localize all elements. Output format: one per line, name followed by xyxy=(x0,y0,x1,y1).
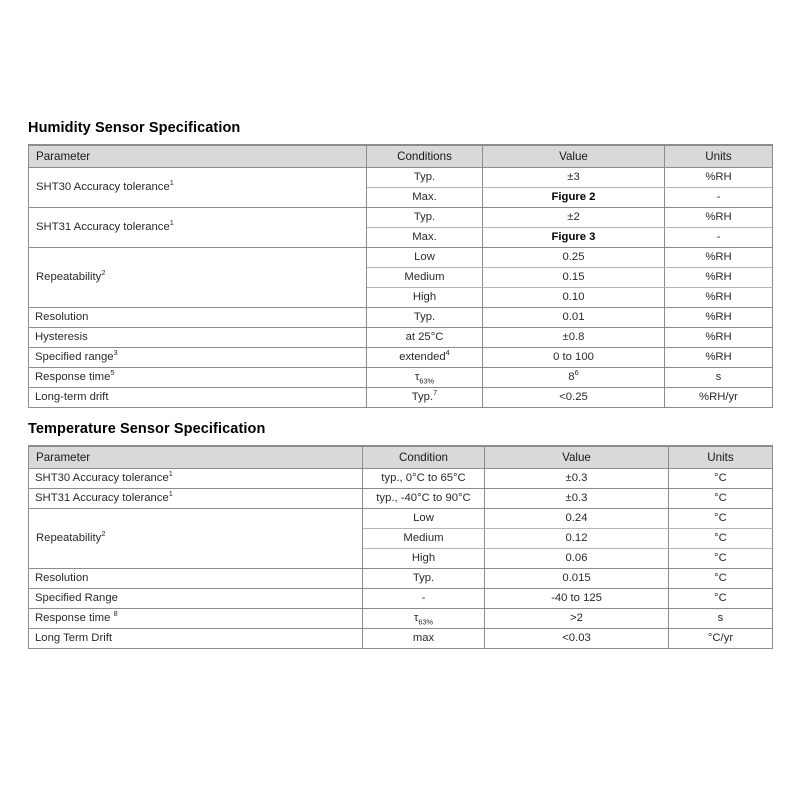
temperature-sensor-section xyxy=(28,421,772,649)
column-header-parameter: Parameter xyxy=(29,145,367,168)
cell-units: °C xyxy=(669,529,773,549)
cell-condition: extended$^4$ xyxy=(367,348,483,368)
table-header-row xyxy=(29,446,773,469)
column-header-units: Units xyxy=(669,446,773,469)
cell-parameter: SHT31 Accuracy tolerance$^1$ xyxy=(29,208,367,248)
cell-condition: Low xyxy=(367,248,483,268)
cell-value: 0.12 xyxy=(485,529,669,549)
cell-units: %RH xyxy=(665,268,773,288)
table-row xyxy=(29,509,773,529)
cell-condition: Typ. xyxy=(363,569,485,589)
cell-value: $8^6$ xyxy=(483,368,665,388)
cell-value: 0 to 100 xyxy=(483,348,665,368)
cell-parameter: SHT31 Accuracy tolerance$^1$ xyxy=(29,489,363,509)
cell-value: ±0.3 xyxy=(485,489,669,509)
cell-condition: $\tau_{63\%}$ xyxy=(363,609,485,629)
cell-parameter: Repeatability$^2$ xyxy=(29,509,363,569)
cell-units: s xyxy=(669,609,773,629)
table-row xyxy=(29,569,773,589)
cell-parameter: Response time$^5$ xyxy=(29,368,367,388)
cell-units: °C/yr xyxy=(669,629,773,649)
cell-value: 0.25 xyxy=(483,248,665,268)
cell-parameter: Repeatability$^2$ xyxy=(29,248,367,308)
cell-condition: max xyxy=(363,629,485,649)
table-row xyxy=(29,489,773,509)
cell-value: <0.25 xyxy=(483,388,665,408)
table-header-row xyxy=(29,145,773,168)
cell-condition: Medium xyxy=(367,268,483,288)
cell-parameter: SHT30 Accuracy tolerance$^1$ xyxy=(29,168,367,208)
cell-condition: Typ. xyxy=(367,168,483,188)
cell-parameter: SHT30 Accuracy tolerance$^1$ xyxy=(29,469,363,489)
cell-value: ±2 xyxy=(483,208,665,228)
cell-parameter: Resolution xyxy=(29,569,363,589)
cell-value: 0.15 xyxy=(483,268,665,288)
table-row xyxy=(29,308,773,328)
cell-condition: Typ.$^7$ xyxy=(367,388,483,408)
cell-units: °C xyxy=(669,469,773,489)
cell-condition: High xyxy=(367,288,483,308)
table-row xyxy=(29,629,773,649)
cell-units: %RH xyxy=(665,248,773,268)
column-header-value: Value xyxy=(485,446,669,469)
cell-units: - xyxy=(665,228,773,248)
table-row xyxy=(29,328,773,348)
cell-condition: typ., -40°C to 90°C xyxy=(363,489,485,509)
humidity-sensor-section xyxy=(28,120,772,408)
cell-parameter: Long-term drift xyxy=(29,388,367,408)
cell-units: %RH xyxy=(665,348,773,368)
cell-units: °C xyxy=(669,549,773,569)
cell-condition: Low xyxy=(363,509,485,529)
cell-value: >2 xyxy=(485,609,669,629)
cell-parameter: Resolution xyxy=(29,308,367,328)
cell-units: °C xyxy=(669,569,773,589)
cell-value: 0.015 xyxy=(485,569,669,589)
table-row xyxy=(29,168,773,188)
cell-parameter: Hysteresis xyxy=(29,328,367,348)
table-row xyxy=(29,348,773,368)
cell-condition: Typ. xyxy=(367,308,483,328)
cell-units: °C xyxy=(669,489,773,509)
temperature-spec-table xyxy=(28,445,773,649)
cell-units: %RH xyxy=(665,328,773,348)
humidity-spec-table xyxy=(28,144,773,408)
column-header-condition: Condition xyxy=(363,446,485,469)
table-row xyxy=(29,469,773,489)
cell-units: %RH/yr xyxy=(665,388,773,408)
cell-units: %RH xyxy=(665,288,773,308)
cell-value: Figure 3 xyxy=(483,228,665,248)
cell-units: - xyxy=(665,188,773,208)
cell-value: 0.01 xyxy=(483,308,665,328)
temperature-section-heading: Temperature Sensor Specification xyxy=(28,421,266,437)
table-row xyxy=(29,248,773,268)
cell-condition: Typ. xyxy=(367,208,483,228)
cell-parameter: Specified range$^3$ xyxy=(29,348,367,368)
cell-units: °C xyxy=(669,589,773,609)
cell-parameter: Specified Range xyxy=(29,589,363,609)
cell-units: %RH xyxy=(665,308,773,328)
cell-condition: Max. xyxy=(367,188,483,208)
column-header-value: Value xyxy=(483,145,665,168)
cell-units: %RH xyxy=(665,168,773,188)
temperature-table-body xyxy=(29,469,773,649)
cell-condition: Max. xyxy=(367,228,483,248)
cell-condition: - xyxy=(363,589,485,609)
cell-value: Figure 2 xyxy=(483,188,665,208)
humidity-section-heading: Humidity Sensor Specification xyxy=(28,120,241,136)
cell-value: -40 to 125 xyxy=(485,589,669,609)
table-row xyxy=(29,589,773,609)
cell-parameter: Response time $^8$ xyxy=(29,609,363,629)
cell-value: 0.06 xyxy=(485,549,669,569)
cell-condition: $\tau_{63\%}$ xyxy=(367,368,483,388)
cell-units: %RH xyxy=(665,208,773,228)
table-row xyxy=(29,368,773,388)
cell-value: ±0.8 xyxy=(483,328,665,348)
cell-condition: typ., 0°C to 65°C xyxy=(363,469,485,489)
cell-value: <0.03 xyxy=(485,629,669,649)
cell-condition: Medium xyxy=(363,529,485,549)
table-row xyxy=(29,208,773,228)
column-header-units: Units xyxy=(665,145,773,168)
cell-condition: at 25°C xyxy=(367,328,483,348)
cell-value: ±3 xyxy=(483,168,665,188)
cell-value: 0.24 xyxy=(485,509,669,529)
table-row xyxy=(29,388,773,408)
humidity-table-body xyxy=(29,168,773,408)
cell-value: 0.10 xyxy=(483,288,665,308)
cell-units: °C xyxy=(669,509,773,529)
table-row xyxy=(29,609,773,629)
cell-condition: High xyxy=(363,549,485,569)
cell-units: s xyxy=(665,368,773,388)
cell-parameter: Long Term Drift xyxy=(29,629,363,649)
cell-value: ±0.3 xyxy=(485,469,669,489)
column-header-conditions: Conditions xyxy=(367,145,483,168)
column-header-parameter: Parameter xyxy=(29,446,363,469)
